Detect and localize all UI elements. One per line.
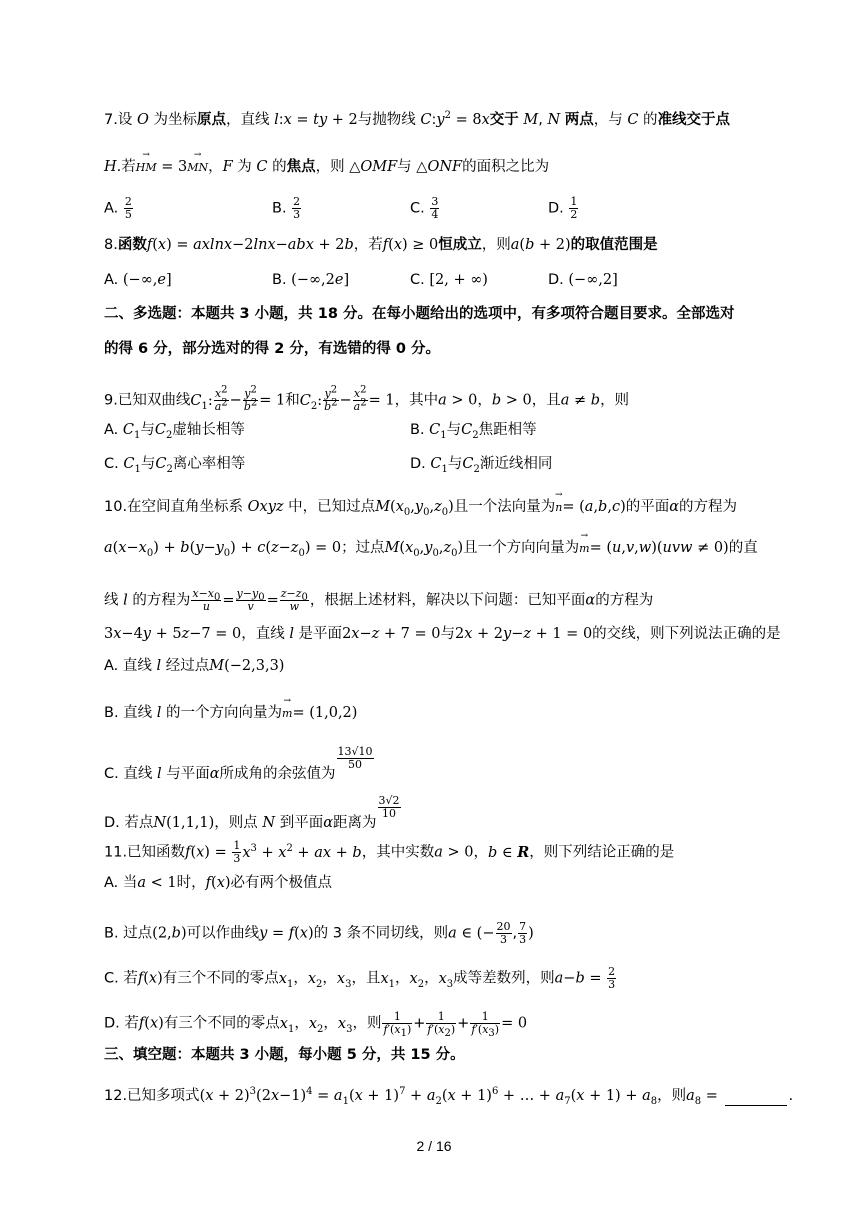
q9-option-d: D. $C_1$与$C_2$渐近线相同 (410, 456, 553, 475)
section3-heading: 三、填空题：本题共 3 小题，每小题 5 分，共 15 分。 (104, 1047, 465, 1063)
q12-stem: 12.已知多项式$(x + 2)^3(2x-1)^4 = a_1(x + 1)^7 + a_2(x + 1)^6$ + … + $a_7(x + 1) + a_8$，则$a_8$ = . (104, 1086, 794, 1107)
q9-option-a: A. $C_1$与$C_2$虚轴长相等 (104, 422, 245, 441)
q10-option-b: B. 直线 l 的一个方向向量为→ m= (1,0,2) (104, 703, 357, 724)
q9-option-b: B. $C_1$与$C_2$焦距相等 (410, 422, 537, 441)
q9-stem: 9.已知双曲线$C_1$: $\frac{x^2}{a^2}$ − $\frac{y^2}{b^2}$ = 1和$C_2$: $\frac{y^2}{b^2}$ − $\frac{x^2}{a^2}$ = 1，其中a > 0，b > 0，且a ≠ b，则 (104, 384, 630, 413)
q7-line2: H.若→ HM = 3→ MN，F 为 C 的焦点，则 △OMF与 △ONF的面积之比为 (104, 157, 549, 178)
q7-option-c: C. $\frac{3}{4}$ (410, 195, 439, 221)
answer-blank (725, 1105, 787, 1106)
q7-line1: 7.设 O 为坐标原点，直线 l:x = ty + 2与抛物线 $C:y^2 = 8x$交于 M, N 两点，与 C 的准线交于点 (104, 110, 731, 128)
page-number: 2 / 16 (416, 1138, 452, 1154)
q8-option-d: D. (−∞,2] (548, 272, 618, 288)
q10-line1: 10.在空间直角坐标系 Oxyz 中，已知过点$M(x_0,y_0,z_0)$且一个法向量为→ n= (a,b,c)的平面α的方程为 (104, 497, 737, 518)
q7-option-d: D. $\frac{1}{2}$ (548, 195, 578, 221)
q9-option-c: C. $C_1$与$C_2$离心率相等 (104, 456, 246, 475)
q10-option-d: D. 若点N(1,1,1)，则点 N 到平面α距离为 $\frac{3√2}{10}$ (104, 794, 400, 831)
q10-line3: 线 l 的方程为 $\frac{x-x_0}{u}$ = $\frac{y-y_0}{v}$ = $\frac{z-z_0}{w}$ ，根据上述材料，解决以下问题：已知平面α的方程为 (104, 587, 654, 613)
section2-line2: 的得 6 分，部分选对的得 2 分，有选错的得 0 分。 (104, 341, 441, 357)
q10-line4: 3x−4y + 5z−7 = 0，直线 l 是平面2x−z + 7 = 0与2x + 2y−z + 1 = 0的交线，则下列说法正确的是 (104, 626, 781, 642)
q10-option-a: A. 直线 l 经过点M(−2,3,3) (104, 658, 285, 674)
q8-option-c: C. [2, + ∞) (410, 272, 488, 288)
q10-option-c: C. 直线 l 与平面α所成角的余弦值为 $\frac{13√10}{50}$ (104, 745, 373, 782)
q11-option-b: B. 过点(2,b)可以作曲线y = f(x)的 3 条不同切线，则a ∈ (− $\frac{20}{3}$ , $\frac{7}{3}$ ) (104, 920, 534, 946)
q11-option-d: D. 若f(x)有三个不同的零点$x_1$，$x_2$，$x_3$，则 $\frac{1}{f'(x_1)}$ + $\frac{1}{f'(x_2)}$ + $\frac{1}{f'(x_3)}$ = 0 (104, 1010, 528, 1040)
section2-line1: 二、多选题：本题共 3 小题，共 18 分。在每小题给出的选项中，有多项符合题目要求。全部选对 (104, 306, 735, 322)
q8-stem: 8.函数f(x) = axlnx−2lnx−abx + 2b，若f(x) ≥ 0恒成立，则a(b + 2)的取值范围是 (104, 237, 658, 253)
q10-line2: $a(x-x_0) + b(y-y_0) + c(z-z_0) = 0$；过点$M(x_0,y_0,z_0)$且一个方向向量为→ m= (u,v,w)(uvw ≠ 0)的直 (104, 538, 758, 559)
q11-option-a: A. 当a < 1时，f(x)必有两个极值点 (104, 875, 333, 891)
q7-option-a: A. $\frac{2}{5}$ (104, 195, 132, 221)
q8-option-a: A. (−∞,e] (104, 272, 172, 288)
q7-option-b: B. $\frac{2}{3}$ (272, 195, 301, 221)
q8-option-b: B. (−∞,2e] (272, 272, 350, 288)
q11-stem: 11.已知函数f(x) = $\frac{1}{3}$ $x^3 + x^2$ + ax + b，其中实数a > 0，b ∈ R，则下列结论正确的是 (104, 839, 675, 865)
q11-option-c: C. 若f(x)有三个不同的零点$x_1$，$x_2$，$x_3$，且$x_1$，$x_2$，$x_3$成等差数列，则a−b = $\frac{2}{3}$ (104, 965, 616, 991)
